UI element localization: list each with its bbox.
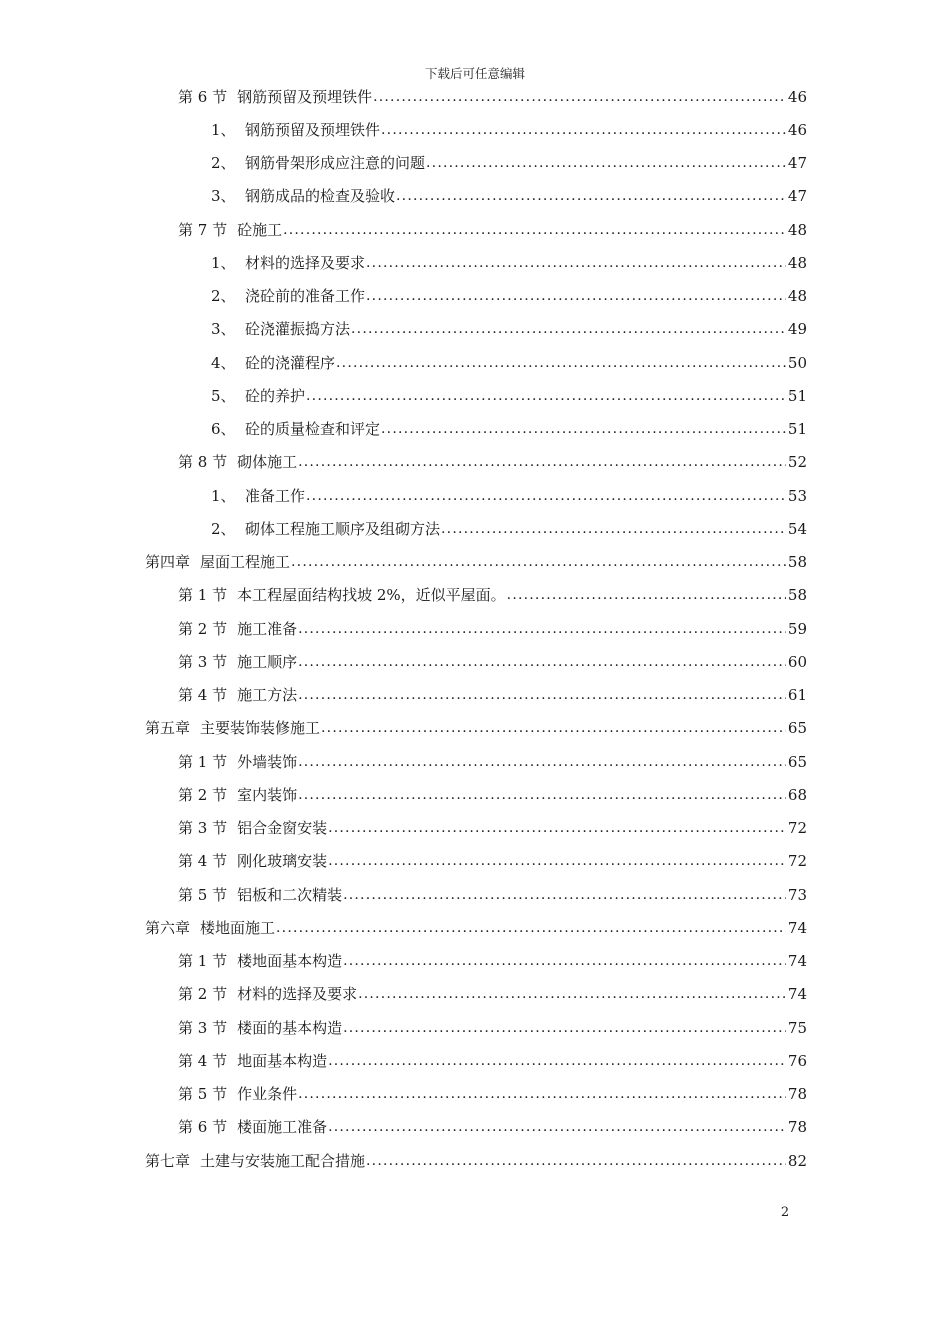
toc-dot-leader: [297, 752, 786, 772]
toc-entry-number: 2、: [211, 154, 236, 172]
toc-entry[interactable]: [211, 147, 807, 180]
toc-entry-title: 楼地面基本构造: [237, 952, 343, 970]
toc-entry-page: 50: [787, 353, 807, 372]
toc-entry-title: 土建与安装施工配合措施: [200, 1151, 366, 1170]
toc-dot-leader: [305, 386, 786, 406]
toc-entry-title: 作业条件: [237, 1085, 298, 1103]
toc-entry-number: 第 8 节: [178, 453, 228, 472]
toc-entry-number: 第四章: [145, 553, 191, 571]
toc-dot-leader: [425, 153, 786, 173]
toc-entry[interactable]: [145, 911, 807, 944]
toc-entry-number: 第 1 节: [178, 752, 228, 771]
toc-dot-leader: [297, 619, 786, 639]
toc-entry-title: 楼地面施工: [200, 918, 276, 937]
toc-dot-leader: [327, 1051, 786, 1071]
toc-entry[interactable]: [178, 446, 807, 479]
toc-dot-leader: [372, 87, 786, 107]
toc-entry[interactable]: [178, 1078, 807, 1111]
toc-entry-title: 砌体工程施工顺序及组砌方法: [245, 519, 441, 538]
toc-entry-number: 第 1 节: [178, 586, 228, 605]
toc-entry-title: 楼面施工准备: [237, 1118, 328, 1137]
toc-entry[interactable]: [178, 80, 807, 113]
toc-entry-page: 58: [787, 586, 807, 605]
toc-entry-page: 51: [787, 420, 807, 438]
toc-entry[interactable]: [145, 1144, 807, 1177]
toc-entry-number: 第 2 节: [178, 985, 228, 1004]
toc-dot-leader: [342, 1018, 786, 1038]
toc-entry-number: 1、: [211, 253, 236, 272]
toc-dot-leader: [357, 984, 786, 1004]
toc-dot-leader: [297, 452, 786, 472]
toc-entry-page: 52: [787, 453, 807, 472]
toc-entry-title: 砼的浇灌程序: [245, 353, 336, 372]
toc-entry[interactable]: [211, 413, 807, 446]
toc-entry[interactable]: [211, 113, 807, 146]
toc-entry-title: 材料的选择及要求: [237, 985, 358, 1004]
toc-entry-page: 73: [787, 885, 807, 904]
toc-entry-title: 铝合金窗安装: [237, 819, 328, 837]
toc-dot-leader: [365, 1151, 786, 1171]
toc-dot-leader: [305, 486, 786, 506]
toc-entry-title: 钢筋预留及预埋铁件: [237, 87, 373, 106]
toc-dot-leader: [380, 120, 786, 140]
toc-entry-number: 第 3 节: [178, 1018, 228, 1037]
toc-entry-number: 3、: [211, 320, 236, 339]
toc-entry-page: 78: [787, 1118, 807, 1137]
toc-entry-page: 47: [787, 154, 807, 172]
toc-dot-leader: [290, 552, 786, 572]
toc-entry[interactable]: [178, 945, 807, 978]
toc-dot-leader: [297, 685, 786, 705]
toc-entry-page: 74: [787, 952, 807, 970]
toc-entry-title: 楼面的基本构造: [237, 1018, 343, 1037]
toc-entry-page: 68: [787, 785, 807, 804]
toc-entry-number: 第 6 节: [178, 87, 228, 106]
toc-entry-number: 第 3 节: [178, 652, 228, 671]
toc-entry-page: 59: [787, 619, 807, 638]
toc-entry-title: 砼浇灌振捣方法: [245, 320, 351, 339]
toc-entry-page: 60: [787, 652, 807, 671]
toc-dot-leader: [350, 319, 786, 339]
toc-entry-title: 砼的质量检查和评定: [245, 420, 381, 438]
toc-entry[interactable]: [211, 180, 807, 213]
toc-entry[interactable]: [211, 313, 807, 346]
toc-dot-leader: [365, 253, 786, 273]
toc-entry[interactable]: [211, 280, 807, 313]
toc-entry-number: 5、: [211, 386, 236, 405]
toc-entry-page: 74: [787, 985, 807, 1004]
toc-entry[interactable]: [178, 778, 807, 811]
toc-entry-page: 78: [787, 1085, 807, 1103]
toc-entry[interactable]: [178, 213, 807, 246]
toc-entry-title: 施工顺序: [237, 652, 298, 671]
toc-entry[interactable]: [211, 512, 807, 545]
toc-entry-page: 58: [787, 553, 807, 571]
toc-entry-number: 3、: [211, 187, 236, 206]
toc-dot-leader: [395, 186, 786, 206]
toc-entry-page: 65: [787, 719, 807, 738]
toc-entry[interactable]: [178, 612, 807, 645]
toc-entry-title: 浇砼前的准备工作: [245, 287, 366, 305]
toc-entry-number: 4、: [211, 353, 236, 372]
page-number: 2: [780, 1205, 790, 1220]
toc-entry-page: 72: [787, 819, 807, 837]
toc-entry-title: 准备工作: [245, 486, 306, 505]
toc-dot-leader: [365, 286, 786, 306]
toc-entry-number: 第 3 节: [178, 819, 228, 837]
toc-entry[interactable]: [178, 579, 807, 612]
toc-dot-leader: [320, 718, 786, 738]
toc-entry[interactable]: [145, 712, 807, 745]
toc-entry-title: 施工方法: [237, 686, 298, 704]
toc-entry-number: 1、: [211, 486, 236, 505]
toc-entry[interactable]: [178, 812, 807, 845]
toc-entry[interactable]: [178, 878, 807, 911]
toc-entry-page: 74: [787, 918, 807, 937]
toc-entry[interactable]: [211, 346, 807, 379]
toc-dot-leader: [297, 1084, 786, 1104]
toc-entry-number: 2、: [211, 287, 236, 305]
toc-entry[interactable]: [211, 479, 807, 512]
toc-entry[interactable]: [211, 379, 807, 412]
toc-entry-page: 65: [787, 752, 807, 771]
toc-entry-page: 48: [787, 253, 807, 272]
toc-entry-page: 72: [787, 852, 807, 871]
toc-entry[interactable]: [178, 1111, 807, 1144]
toc-entry-page: 46: [787, 120, 807, 139]
page-header: 下载后可任意编辑: [424, 66, 525, 81]
toc-entry[interactable]: [178, 679, 807, 712]
toc-dot-leader: [327, 851, 786, 871]
toc-entry-title: 本工程屋面结构找坡 2%，近似平屋面。: [237, 586, 506, 605]
toc-entry-page: 46: [787, 87, 807, 106]
toc-entry-title: 屋面工程施工: [200, 553, 291, 571]
toc-entry-page: 75: [787, 1018, 807, 1037]
toc-entry-title: 铝板和二次精装: [237, 885, 343, 904]
toc-entry-title: 砼的养护: [245, 386, 306, 405]
toc-dot-leader: [342, 951, 786, 971]
toc-entry[interactable]: [178, 645, 807, 678]
toc-entry-page: 48: [787, 220, 807, 239]
toc-entry-number: 第 4 节: [178, 1051, 228, 1070]
toc-entry-title: 地面基本构造: [237, 1051, 328, 1070]
toc-entry-page: 61: [787, 686, 807, 704]
toc-dot-leader: [275, 918, 786, 938]
toc-entry[interactable]: [178, 1044, 807, 1077]
toc-dot-leader: [342, 885, 786, 905]
toc-entry[interactable]: [211, 246, 807, 279]
toc-entry-number: 第 5 节: [178, 885, 228, 904]
toc-dot-leader: [335, 353, 786, 373]
toc-entry-number: 第 1 节: [178, 952, 228, 970]
toc-entry-number: 第 2 节: [178, 785, 228, 804]
toc-entry-number: 第五章: [145, 719, 191, 738]
toc-entry-number: 第 4 节: [178, 852, 228, 871]
toc-entry-number: 第 5 节: [178, 1085, 228, 1103]
toc-dot-leader: [327, 1117, 786, 1137]
toc-entry-number: 2、: [211, 519, 236, 538]
toc-entry-number: 第 2 节: [178, 619, 228, 638]
toc-entry-page: 76: [787, 1051, 807, 1070]
toc-dot-leader: [327, 818, 786, 838]
toc-entry-title: 施工准备: [237, 619, 298, 638]
toc-entry-title: 刚化玻璃安装: [237, 852, 328, 871]
toc-entry-title: 砌体施工: [237, 453, 298, 472]
toc-entry[interactable]: [178, 745, 807, 778]
toc-entry-number: 第 6 节: [178, 1118, 228, 1137]
toc-entry-number: 1、: [211, 120, 236, 139]
toc-entry-title: 钢筋骨架形成应注意的问题: [245, 154, 426, 172]
toc-entry-title: 主要装饰装修施工: [200, 719, 321, 738]
toc-entry-page: 82: [787, 1151, 807, 1170]
toc-entry-title: 砼施工: [237, 220, 283, 239]
toc-entry-title: 钢筋成品的检查及验收: [245, 187, 396, 206]
toc-entry-number: 第六章: [145, 918, 191, 937]
toc-entry-page: 53: [787, 486, 807, 505]
toc-dot-leader: [297, 652, 786, 672]
toc-entry-title: 材料的选择及要求: [245, 253, 366, 272]
toc-entry-number: 第 4 节: [178, 686, 228, 704]
toc-entry[interactable]: [178, 978, 807, 1011]
toc-dot-leader: [506, 585, 786, 605]
toc-entry-number: 6、: [211, 420, 236, 438]
toc-dot-leader: [282, 220, 786, 240]
toc-dot-leader: [440, 519, 786, 539]
toc-entry-page: 54: [787, 519, 807, 538]
toc-dot-leader: [380, 419, 786, 439]
toc-entry[interactable]: [178, 845, 807, 878]
toc-entry[interactable]: [178, 1011, 807, 1044]
toc-entry-page: 48: [787, 287, 807, 305]
toc-entry-page: 51: [787, 386, 807, 405]
toc-entry-title: 室内装饰: [237, 785, 298, 804]
toc-entry-page: 47: [787, 187, 807, 206]
toc-dot-leader: [297, 785, 786, 805]
toc-entry-title: 外墙装饰: [237, 752, 298, 771]
toc-entry-number: 第七章: [145, 1151, 191, 1170]
toc-entry-page: 49: [787, 320, 807, 339]
toc-entry-title: 钢筋预留及预埋铁件: [245, 120, 381, 139]
toc-entry-number: 第 7 节: [178, 220, 228, 239]
toc-entry[interactable]: [145, 546, 807, 579]
